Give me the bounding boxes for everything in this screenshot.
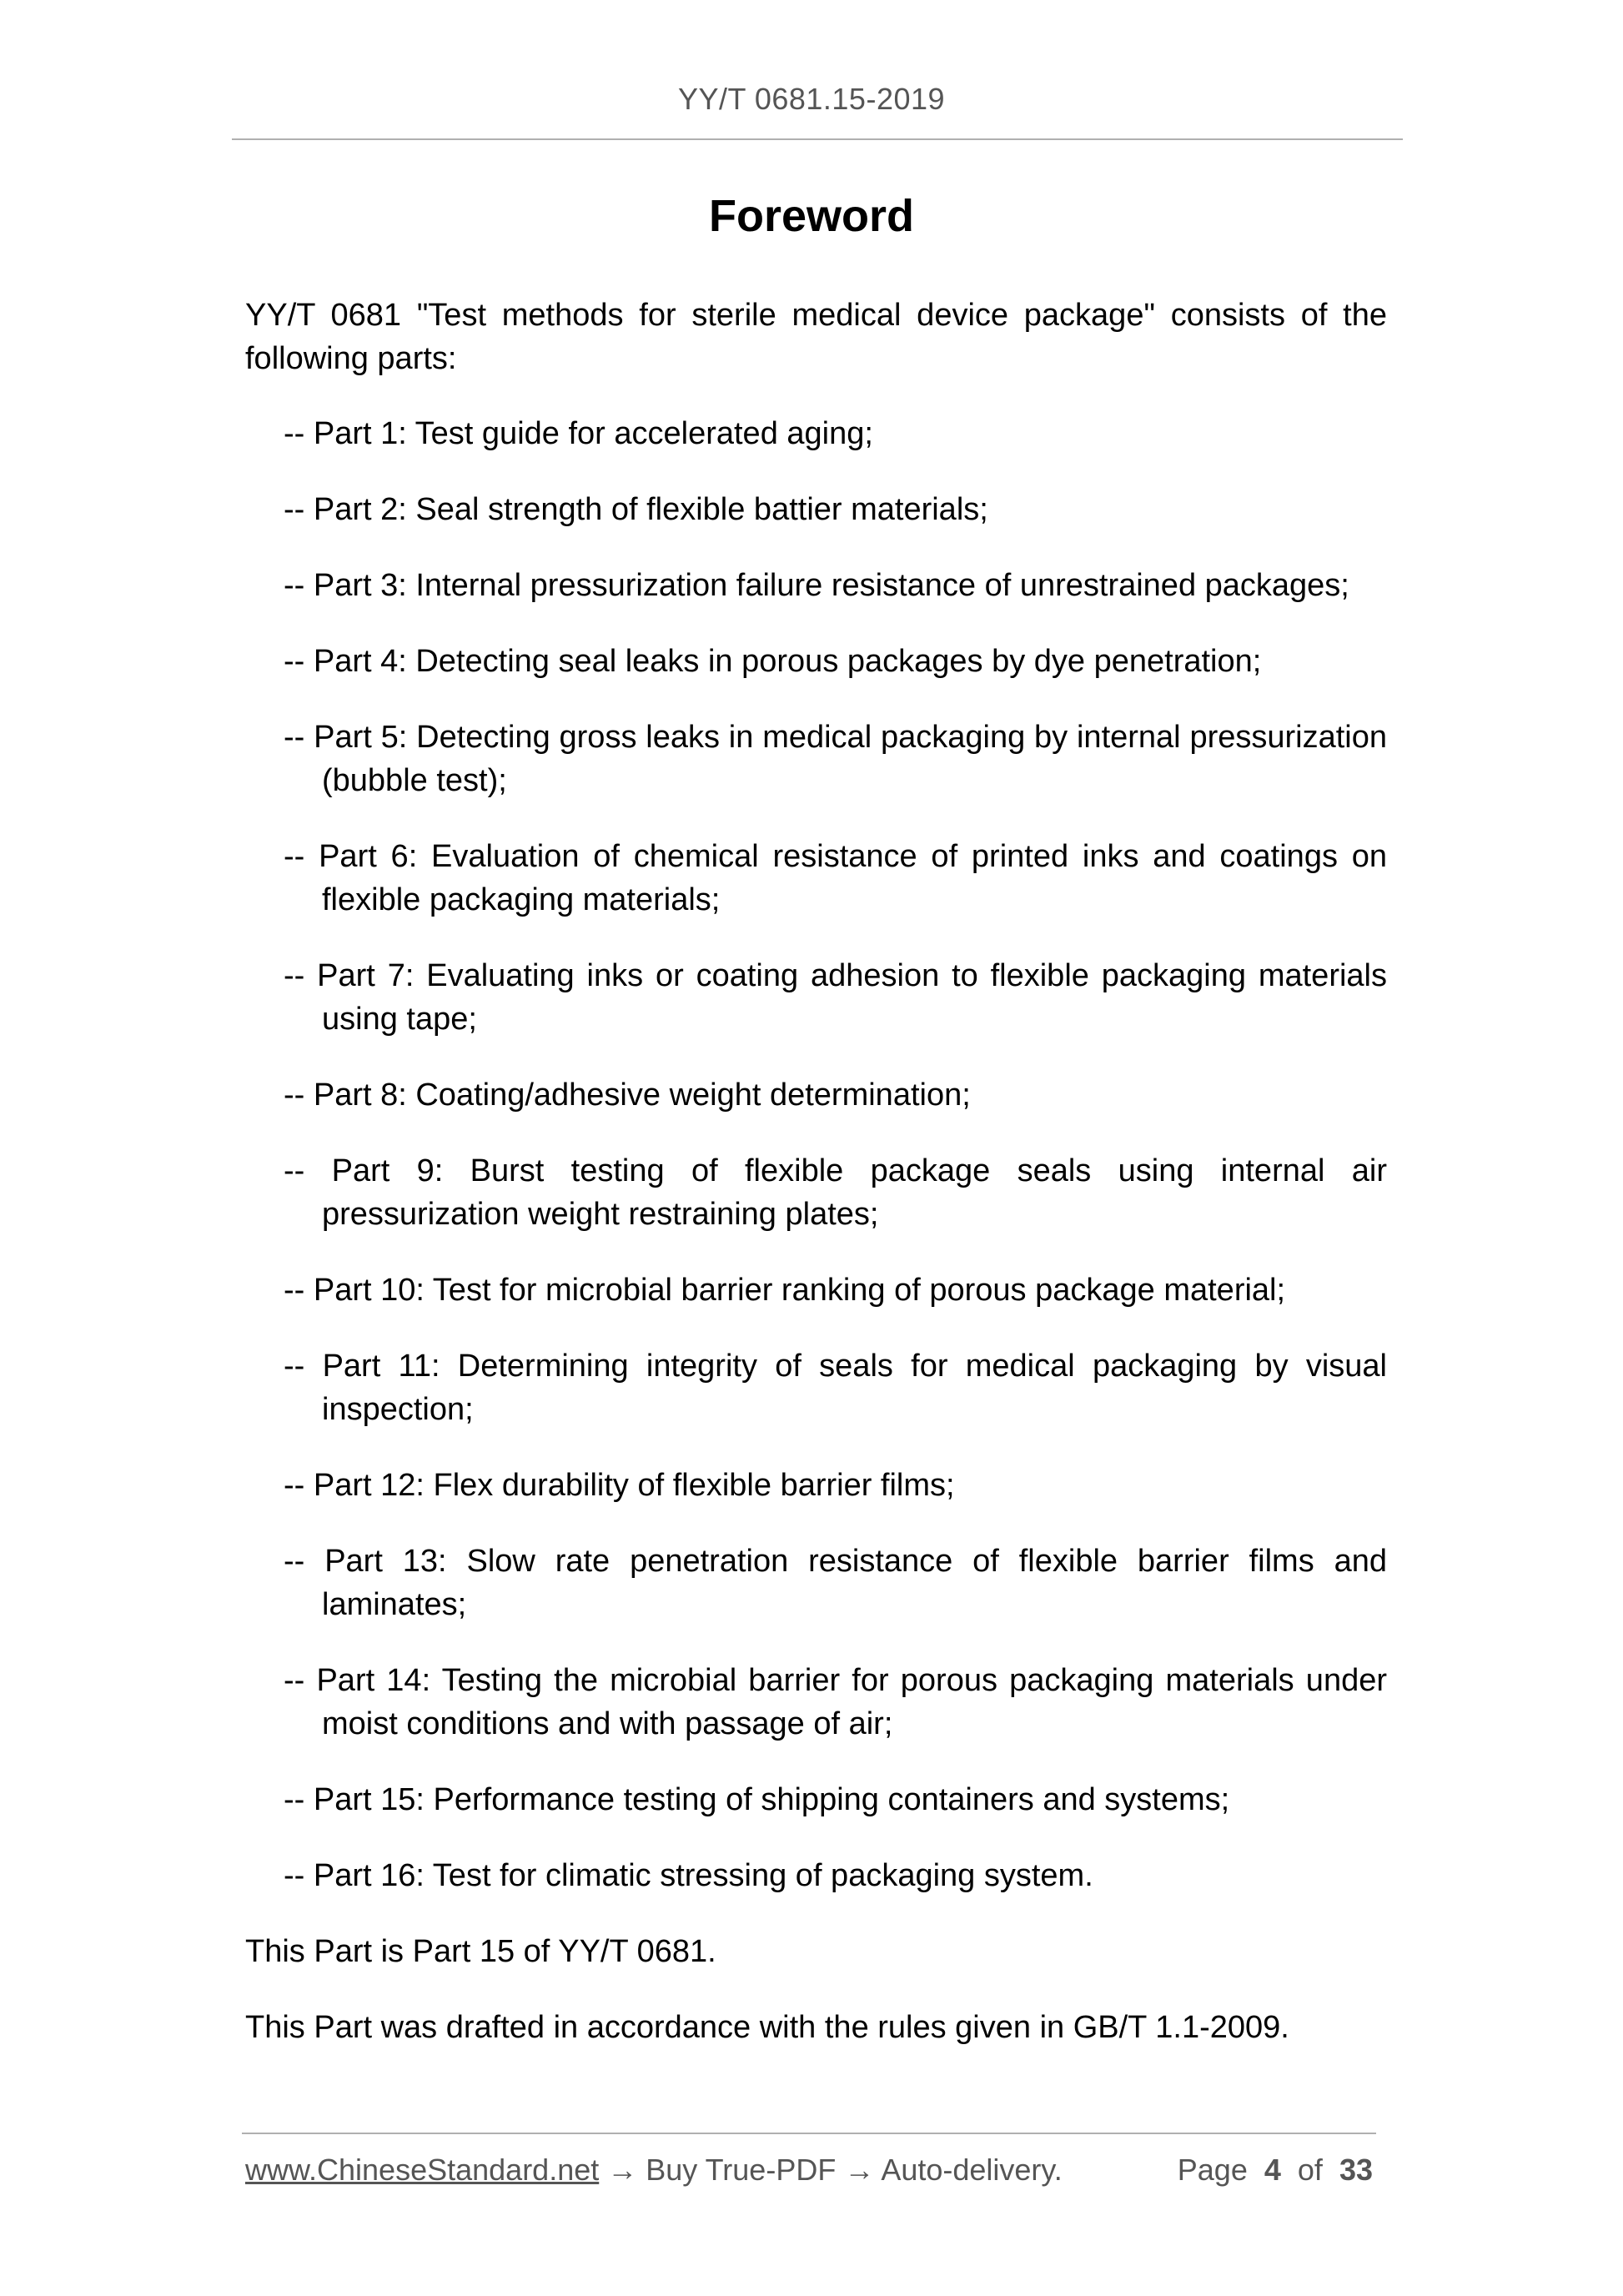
list-item: -- Part 10: Test for microbial barrier ranking of porous package material; bbox=[284, 1273, 1286, 1308]
list-item: -- Part 11: Determining integrity of seals for medical packaging by visual inspection; bbox=[284, 1349, 1387, 1427]
list-item: -- Part 1: Test guide for accelerated aging; bbox=[284, 416, 873, 451]
intro-paragraph: YY/T 0681 "Test methods for sterile medical device package" consists of the following parts: bbox=[245, 298, 1387, 376]
list-item: -- Part 15: Performance testing of shipping containers and systems; bbox=[284, 1782, 1230, 1817]
page-indicator bbox=[1178, 2153, 1373, 2188]
of-word: of bbox=[1297, 2153, 1323, 2187]
page-footer bbox=[245, 2153, 1373, 2188]
page-title: Foreword bbox=[708, 191, 914, 241]
website-link[interactable]: www.ChineseStandard.net bbox=[245, 2153, 600, 2187]
list-item: -- Part 2: Seal strength of flexible battier materials; bbox=[284, 492, 988, 527]
list-item: -- Part 14: Testing the microbial barrier for porous packaging materials under moist conditions and with passage of air; bbox=[284, 1663, 1387, 1741]
list-item: -- Part 9: Burst testing of flexible package seals using internal air pressurization weight restraining plates; bbox=[284, 1153, 1387, 1232]
current-page-number: 4 bbox=[1264, 2153, 1281, 2187]
footer-promo bbox=[245, 2153, 1063, 2188]
list-item: -- Part 8: Coating/adhesive weight determination; bbox=[284, 1078, 971, 1113]
list-item: -- Part 16: Test for climatic stressing of packaging system. bbox=[284, 1858, 1093, 1893]
header-divider bbox=[232, 138, 1403, 140]
list-item: -- Part 12: Flex durability of flexible barrier films; bbox=[284, 1468, 955, 1503]
page-word: Page bbox=[1177, 2153, 1248, 2187]
list-item: -- Part 13: Slow rate penetration resistance of flexible barrier films and laminates; bbox=[284, 1544, 1387, 1622]
list-item: -- Part 3: Internal pressurization failure resistance of unrestrained packages; bbox=[284, 568, 1349, 603]
total-pages-number: 33 bbox=[1339, 2153, 1373, 2187]
parts-list bbox=[245, 412, 1387, 1897]
list-item: -- Part 7: Evaluating inks or coating adhesion to flexible packaging materials using tape; bbox=[284, 958, 1387, 1037]
list-item: -- Part 4: Detecting seal leaks in porous packages by dye penetration; bbox=[284, 644, 1262, 679]
foreword-body bbox=[245, 294, 1387, 2082]
running-header: YY/T 0681.15-2019 bbox=[677, 82, 946, 116]
list-item: -- Part 5: Detecting gross leaks in medical packaging by internal pressurization (bubble test); bbox=[284, 720, 1387, 798]
promo-text: → Buy True-PDF → Auto-delivery. bbox=[599, 2153, 1063, 2187]
list-item: -- Part 6: Evaluation of chemical resistance of printed inks and coatings on flexible packaging materials; bbox=[284, 839, 1387, 917]
drafting-statement: This Part was drafted in accordance with the rules given in GB/T 1.1-2009. bbox=[245, 2010, 1289, 2045]
part-statement: This Part is Part 15 of YY/T 0681. bbox=[245, 1934, 716, 1969]
footer-divider bbox=[242, 2133, 1376, 2134]
